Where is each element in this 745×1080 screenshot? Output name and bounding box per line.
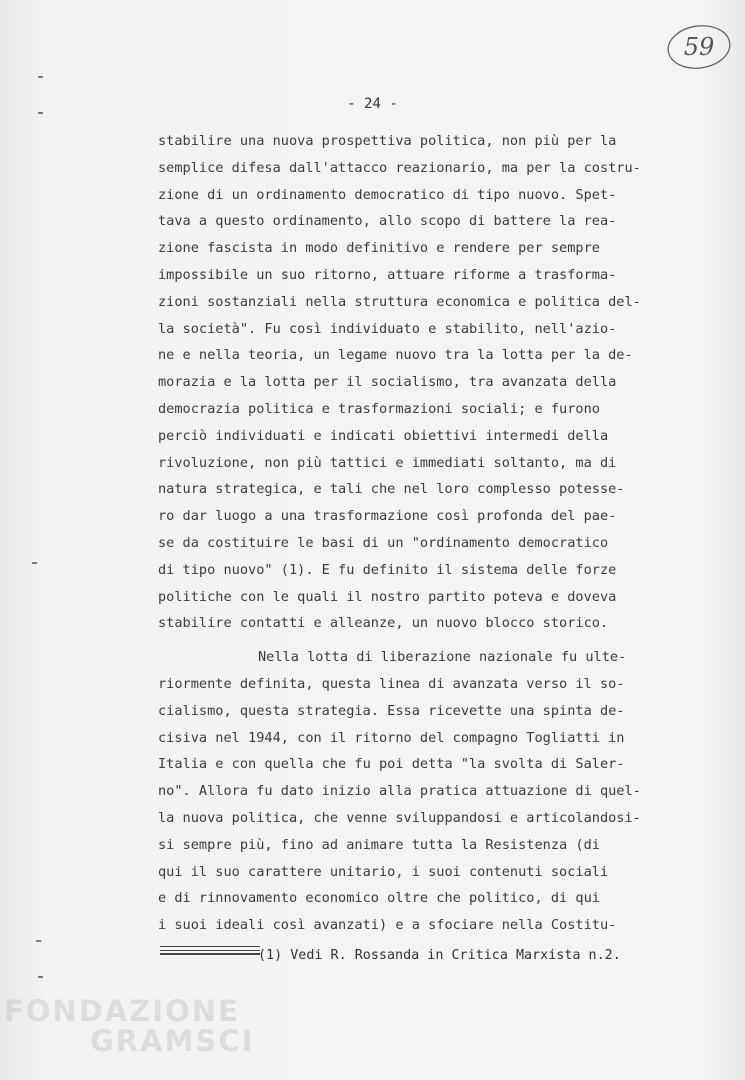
archive-page-number xyxy=(664,22,734,72)
text-line: morazia e la lotta per il socialismo, tra avanzata della xyxy=(158,374,617,391)
archive-number-text: 59 xyxy=(683,33,715,61)
footnote-divider xyxy=(160,946,260,957)
text-line: cialismo, questa strategia. Essa ricevette una spinta de- xyxy=(158,702,625,719)
margin-mark xyxy=(36,940,41,942)
text-line: zioni sostanziali nella struttura economica e politica del- xyxy=(158,293,641,310)
margin-mark xyxy=(38,112,43,114)
text-line: se da costituire le basi di un "ordinamento democratico xyxy=(158,534,609,551)
text-line: ro dar luogo a una trasformazione così profonda del pae- xyxy=(158,508,617,525)
text-line: impossibile un suo ritorno, attuare riforme a trasforma- xyxy=(158,266,617,283)
text-line: tava a questo ordinamento, allo scopo di battere la rea- xyxy=(158,213,617,230)
text-line: zione di un ordinamento democratico di tipo nuovo. Spet- xyxy=(158,186,617,203)
text-line: rivoluzione, non più tattici e immediati soltanto, ma di xyxy=(158,454,617,471)
text-line: stabilire contatti e alleanze, un nuovo blocco storico. xyxy=(158,615,609,632)
watermark xyxy=(4,996,264,1080)
page-number: - 24 - xyxy=(347,96,398,112)
text-line: di tipo nuovo" (1). E fu definito il sistema delle forze xyxy=(158,561,617,578)
text-line: natura strategica, e tali che nel loro complesso potesse- xyxy=(158,481,625,498)
text-line: riormente definita, questa linea di avanzata verso il so- xyxy=(158,675,625,692)
text-line: ne e nella teoria, un legame nuovo tra la lotta per la de- xyxy=(158,347,633,364)
text-line: perciò individuati e indicati obiettivi intermedi della xyxy=(158,427,609,444)
text-line: Italia e con quella che fu poi detta "la svolta di Saler- xyxy=(158,756,625,773)
footnote: (1) Vedi R. Rossanda in Critica Marxista n.2. xyxy=(258,948,621,963)
text-line: stabilire una nuova prospettiva politica, non più per la xyxy=(158,133,617,149)
text-line: semplice difesa dall'attacco reazionario, ma per la costru- xyxy=(158,159,641,176)
paragraph-start-line: Nella lotta di liberazione nazionale fu ulte- xyxy=(258,649,627,666)
text-line: politiche con le quali il nostro partito poteva e doveva xyxy=(158,588,617,605)
text-line: si sempre più, fino ad animare tutta la Resistenza (di xyxy=(158,836,600,853)
text-line: cisiva nel 1944, con il ritorno del compagno Togliatti in xyxy=(158,729,625,746)
text-line: la nuova politica, che venne sviluppandosi e articolandosi- xyxy=(158,809,641,826)
text-line: democrazia politica e trasformazioni sociali; e furono xyxy=(158,400,600,417)
text-line: e di rinnovamento economico oltre che politico, di qui xyxy=(158,890,600,907)
watermark-line-2: GRAMSCI xyxy=(90,1024,255,1058)
text-line: no". Allora fu dato inizio alla pratica attuazione di quel- xyxy=(158,783,641,800)
text-line: zione fascista in modo definitivo e rendere per sempre xyxy=(158,240,600,257)
text-line: qui il suo carattere unitario, i suoi contenuti sociali xyxy=(158,863,609,880)
margin-mark xyxy=(38,976,43,978)
margin-mark xyxy=(32,562,37,564)
body-text xyxy=(158,128,668,939)
text-line: i suoi ideali così avanzati) e a sfociare nella Costitu- xyxy=(158,917,617,934)
text-line: la società". Fu così individuato e stabilito, nell'azio- xyxy=(158,320,617,337)
watermark-line-1: FONDAZIONE xyxy=(4,994,240,1028)
margin-mark xyxy=(38,76,43,78)
